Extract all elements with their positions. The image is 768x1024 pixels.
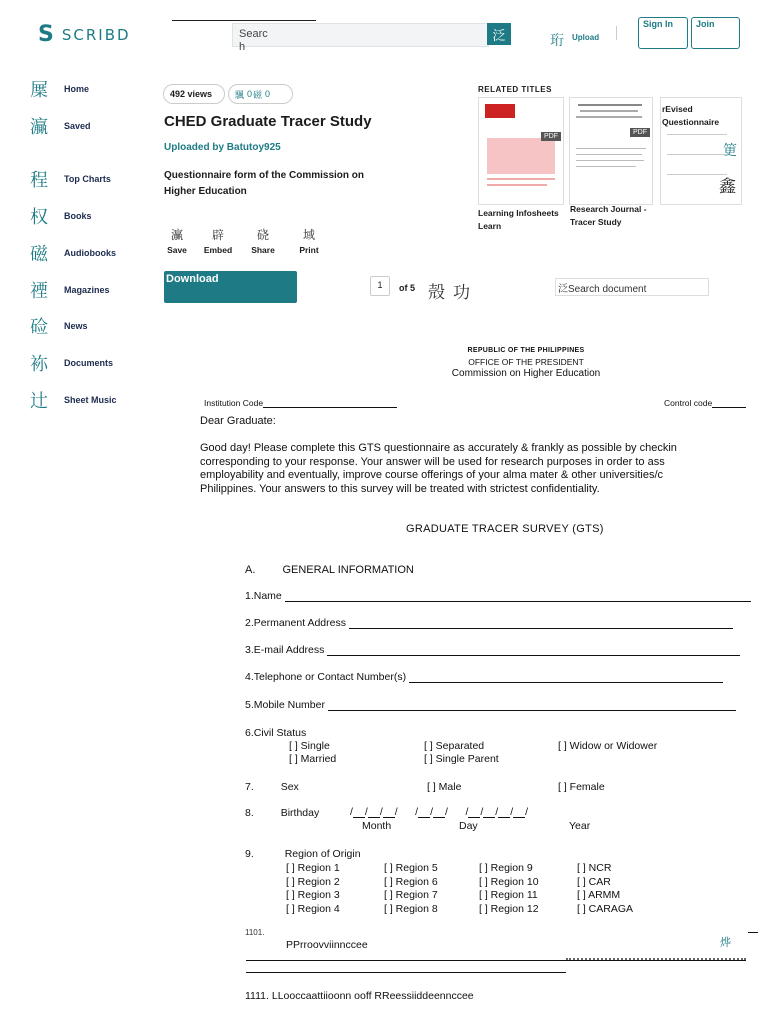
sidebar-item-home[interactable]: [30, 76, 89, 102]
related-title-1[interactable]: Learning Infosheets Learn: [478, 208, 559, 231]
civil-option: [ ] Married: [289, 753, 337, 765]
downvote-icon[interactable]: 磁: [253, 89, 263, 100]
news-icon: 硷: [30, 317, 48, 338]
field-birthday: [245, 807, 319, 819]
views-count: 492 views: [170, 89, 213, 99]
books-icon: 权: [30, 207, 48, 228]
home-icon: 屟: [30, 80, 48, 101]
related-side-icon-1: 筻: [723, 142, 737, 158]
embed-button[interactable]: [198, 226, 238, 255]
region-option: [ ] Region 2: [286, 875, 340, 888]
field-telephone: [245, 671, 723, 683]
download-button[interactable]: Download: [164, 271, 297, 303]
salutation: Dear Graduate:: [200, 415, 276, 427]
field-name: [245, 590, 751, 602]
region-col-2: [384, 862, 438, 916]
header-divider: [616, 26, 617, 40]
control-code: [664, 398, 746, 408]
search-top-border: [172, 20, 316, 21]
page-total: of 5: [399, 283, 416, 293]
search-placeholder: Search: [239, 28, 268, 53]
sidebar-item-label: Books: [64, 211, 92, 221]
field-name-label: 1.Name: [245, 590, 282, 602]
related-thumbnail-1[interactable]: [478, 97, 564, 205]
scribd-logo[interactable]: [38, 22, 131, 47]
document-description: Questionnaire form of the Commission on Higher Education: [164, 170, 365, 197]
share-button[interactable]: [243, 226, 283, 255]
sidebar-item-label: News: [64, 321, 88, 331]
save-label: Save: [167, 245, 187, 255]
share-icon: 硗: [256, 228, 269, 242]
garbled-province: PPrroovviinnccee: [286, 939, 368, 951]
audiobooks-icon: 磁: [30, 244, 48, 265]
magazines-icon: 禋: [30, 281, 48, 302]
uploaded-by: [164, 142, 281, 153]
field-permanent-address: [245, 617, 733, 629]
save-button[interactable]: [157, 226, 197, 255]
documents-icon: 袮: [30, 354, 48, 375]
sidebar-item-top-charts[interactable]: [30, 166, 111, 192]
birthday-day-label: Day: [459, 820, 478, 832]
intro-paragraph: [200, 442, 768, 496]
civil-option: [ ] Separated: [424, 740, 485, 752]
region-option: [ ] Region 5: [384, 862, 438, 874]
birthday-year-label: Year: [569, 820, 591, 832]
search-button[interactable]: [487, 23, 511, 45]
institution-code-label: Institution Code: [204, 398, 264, 408]
sidebar-item-label: Home: [64, 84, 90, 94]
related-titles-heading: RELATED TITLES: [478, 85, 552, 94]
field-sex: [245, 781, 299, 793]
birthday-month-label: Month: [362, 820, 392, 832]
sidebar-item-label: Saved: [64, 121, 91, 131]
related-title-3[interactable]: rEvised Questionnaire: [662, 103, 738, 129]
field-email: [245, 644, 740, 656]
region-col-4: [577, 862, 633, 916]
scribd-logo-text: SCRIBD: [61, 25, 131, 44]
region-option: [ ] Region 7: [384, 889, 438, 901]
institution-code: [204, 398, 397, 408]
corner-icon: 烨: [720, 937, 731, 949]
field-region-label: Region of Origin: [284, 848, 361, 860]
control-code-label: Control code: [664, 398, 713, 408]
related-side-icon-2: 鑫: [719, 177, 736, 196]
save-icon: 灜: [170, 228, 183, 242]
region-option: [ ] Region 3: [286, 889, 340, 901]
page-nav-icon[interactable]: 殻功: [428, 283, 478, 302]
field-telephone-label: 4.Telephone or Contact Number(s): [245, 671, 407, 683]
sidebar-item-label: Magazines: [64, 285, 110, 295]
field-region: [245, 848, 361, 860]
corner-rule: [748, 932, 758, 933]
pdf-badge: PDF: [630, 128, 650, 137]
top-charts-icon: 程: [30, 170, 48, 191]
sign-in-button[interactable]: Sign In: [638, 17, 688, 49]
print-button[interactable]: [289, 226, 329, 255]
garbled-location: 1111. LLooccaattiioonn ooff RReessiiddeennccee: [245, 990, 474, 1002]
saved-icon: 灜: [30, 117, 48, 138]
join-button[interactable]: Join: [691, 17, 740, 49]
sidebar-item-sheet-music[interactable]: [30, 387, 117, 413]
region-option: [ ] CAR: [577, 875, 611, 888]
field-email-label: 3.E-mail Address: [245, 644, 325, 656]
sex-female-option: [ ] Female: [558, 781, 605, 793]
upvote-icon[interactable]: 颿: [235, 89, 245, 100]
intro-line: Philippines. Your answers to this survey will be treated with strictest confidentiality.: [200, 482, 600, 495]
region-option: [ ] Region 10: [479, 875, 539, 888]
field-mobile-label: 5.Mobile Number: [245, 699, 325, 711]
region-option: [ ] Region 9: [479, 862, 533, 874]
region-option: [ ] Region 12: [479, 902, 539, 915]
print-label: Print: [299, 245, 319, 255]
page-number-input[interactable]: 1: [370, 276, 390, 296]
garbled-rule-dotted: [566, 958, 746, 960]
print-icon: 域: [302, 228, 315, 242]
doc-commission: Commission on Higher Education: [451, 368, 601, 379]
sidebar-item-label: Documents: [64, 358, 114, 368]
section-a-letter: A.: [245, 564, 256, 576]
share-label: Share: [251, 245, 275, 255]
birthday-slashes: / / / / / / / / / / / /: [350, 806, 529, 818]
region-option: [ ] Region 1: [286, 862, 340, 874]
field-sex-label: Sex: [280, 781, 299, 793]
section-a-title: GENERAL INFORMATION: [282, 564, 414, 576]
sidebar-item-magazines[interactable]: [30, 277, 110, 303]
garbled-rule-2: [246, 972, 566, 973]
civil-option: [ ] Single: [289, 740, 330, 752]
region-option: [ ] Region 4: [286, 902, 340, 915]
embed-icon: 辟: [211, 228, 224, 242]
search-input[interactable]: [232, 23, 489, 47]
embed-label: Embed: [203, 245, 233, 255]
related-thumbnail-2[interactable]: [569, 97, 653, 205]
garbled-rule-1: [246, 960, 746, 961]
region-option: [ ] CARAGA: [577, 902, 634, 915]
scribd-logo-icon: S: [38, 22, 54, 47]
upload-icon[interactable]: 珩: [550, 32, 564, 48]
civil-option: [ ] Single Parent: [424, 753, 499, 765]
field-mobile: [245, 699, 736, 711]
sidebar-item-saved[interactable]: [30, 113, 91, 139]
doc-republic: REPUBLIC OF THE PHILIPPINES: [467, 347, 585, 354]
uploader-link[interactable]: Batutoy925: [226, 142, 281, 153]
document-title: CHED Graduate Tracer Study: [164, 113, 372, 130]
section-a: [245, 564, 414, 576]
region-option: [ ] Region 6: [384, 875, 438, 888]
doc-office: OFFICE OF THE PRESIDENT: [468, 357, 584, 367]
upvote-count: 0: [247, 89, 253, 99]
downvote-count: 0: [265, 89, 271, 99]
sidebar-item-news[interactable]: [30, 313, 88, 339]
field-birthday-label: Birthday: [280, 807, 320, 819]
field-birthday-num: 8.: [245, 807, 254, 819]
sex-male-option: [ ] Male: [427, 781, 462, 793]
upload-link[interactable]: Upload: [572, 33, 600, 42]
views-badge: [163, 84, 225, 104]
field-region-num: 9.: [245, 848, 254, 860]
sheet-music-icon: 辻: [30, 391, 48, 412]
vote-badge[interactable]: [228, 84, 293, 104]
sidebar-item-books[interactable]: [30, 203, 92, 229]
civil-option: [ ] Widow or Widower: [558, 740, 658, 752]
intro-line: corresponding to your response. Your answer will be used for research purposes in order to ass: [200, 455, 665, 468]
field-permanent-address-label: 2.Permanent Address: [245, 617, 346, 629]
sidebar-item-label: Audiobooks: [64, 248, 116, 258]
uploaded-by-label: Uploaded by: [164, 142, 225, 153]
garbled-number: 1101.: [245, 928, 265, 937]
region-option: [ ] Region 8: [384, 902, 438, 915]
region-option: [ ] ARMM: [577, 889, 621, 901]
region-col-1: [286, 862, 340, 916]
sidebar-item-audiobooks[interactable]: [30, 240, 116, 266]
search-icon: 泛: [492, 27, 506, 43]
intro-line: Good day! Please complete this GTS questionnaire as accurately & frankly as possible by checkin: [200, 442, 677, 454]
region-option: [ ] NCR: [577, 862, 612, 874]
region-col-3: [479, 862, 539, 916]
field-civil-status: 6.Civil Status: [245, 727, 307, 739]
related-title-2[interactable]: Research Journal - Tracer Study: [570, 204, 647, 227]
sidebar-item-label: Top Charts: [64, 174, 111, 184]
sidebar-item-documents[interactable]: [30, 350, 113, 376]
intro-line: employability and eventually, improve course offerings of your alma mater & other universities/c: [200, 469, 664, 482]
survey-title: GRADUATE TRACER SURVEY (GTS): [406, 523, 604, 535]
pdf-badge: PDF: [541, 132, 561, 141]
field-sex-num: 7.: [245, 781, 254, 793]
document-search-input[interactable]: 泛Search document: [555, 278, 709, 296]
sidebar-item-label: Sheet Music: [64, 395, 117, 405]
region-option: [ ] Region 11: [479, 889, 538, 901]
